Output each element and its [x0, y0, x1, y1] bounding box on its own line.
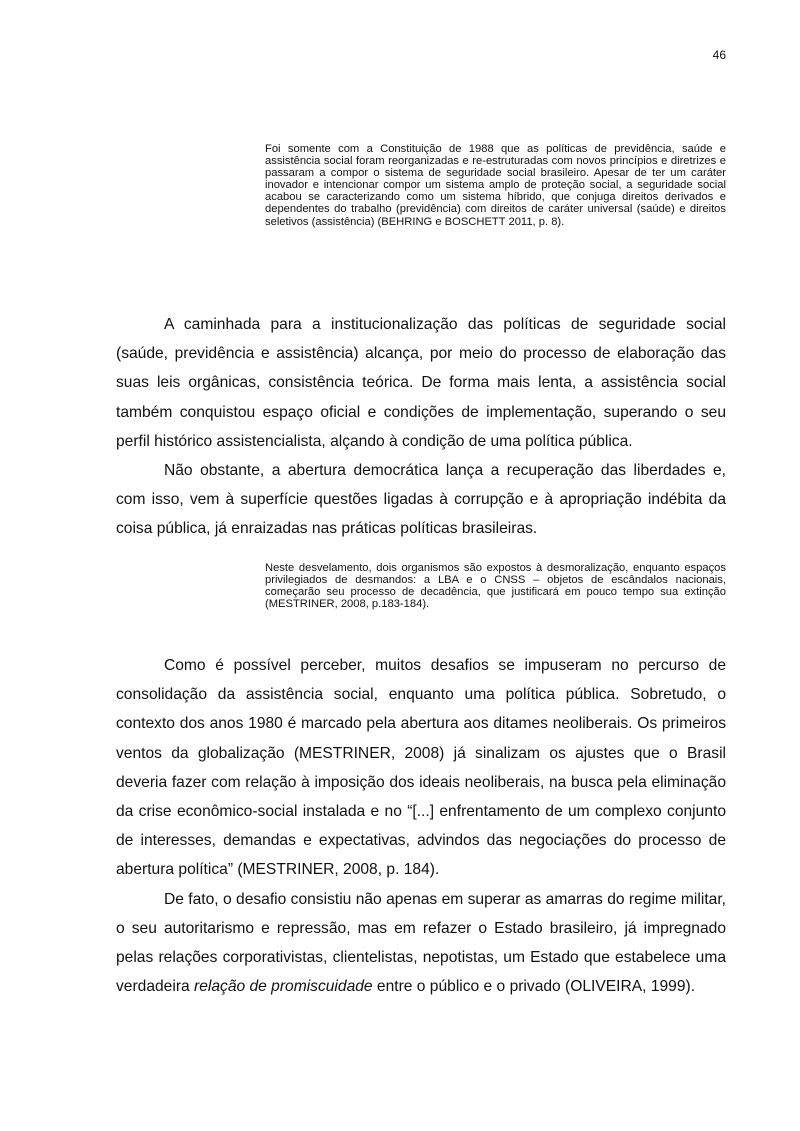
- block-quote-behring: Foi somente com a Constituição de 1988 que as políticas de previdência, saúde e assistência social foram reorganizadas e re-estruturadas com novos princípios e diretrizes e passaram a compor o sistema de seguridade social brasileiro. Apesar de ter um caráter inovador e intencionar compor um sistema amplo de proteção social, a seguridade social acabou se caracterizando como um sistema híbrido, que conjuga direitos derivados e dependentes do trabalho (previdência) com direitos de caráter universal (saúde) e direitos seletivos (assistência) (BEHRING e BOSCHETT 2011, p. 8).: [265, 143, 726, 228]
- paragraph-desafios: Como é possível perceber, muitos desafios se impuseram no percurso de consolidação da assistência social, enquanto uma política pública. Sobretudo, o contexto dos anos 1980 é marcado pela abertura aos ditames neoliberais. Os primeiros ventos da globalização (MESTRINER, 2008) já sinalizam os ajustes que o Brasil deveria fazer com relação à imposição dos ideais neoliberais, na busca pela eliminação da crise econômico-social instalada e no “[...] enfrentamento de um complexo conjunto de interesses, demandas e expectativas, advindos das negociações do processo de abertura política” (MESTRINER, 2008, p. 184).: [116, 657, 726, 879]
- page-number: 46: [712, 48, 726, 62]
- block-quote-mestriner: Neste desvelamento, dois organismos são expostos à desmoralização, enquanto espaços privilegiados de desmandos: a LBA e o CNSS – objetos de escândalos nacionais, começarão seu processo de decadência, que justificará em pouco tempo sua extinção (MESTRINER, 2008, p.183-184).: [265, 562, 726, 611]
- paragraph-text-before-emphasis: De fato, o desafio consistiu não apenas em superar as amarras do regime militar, o seu autoritarismo e repressão, mas em refazer o Estado brasileiro, já impregnado pelas relações corporativistas, clientelistas, nepotistas, um Estado que estabelece uma verdadeira: [116, 890, 726, 996]
- paragraph-estado-brasileiro: [116, 885, 726, 1002]
- emphasis-promiscuidade: relação de promiscuidade: [194, 978, 373, 996]
- paragraph-abertura-democratica: Não obstante, a abertura democrática lança a recuperação das liberdades e, com isso, vem à superfície questões ligadas à corrupção e à apropriação indébita da coisa pública, já enraizadas nas práticas políticas brasileiras.: [116, 462, 726, 538]
- paragraph-text-after-emphasis: entre o público e o privado (OLIVEIRA, 1999).: [372, 978, 696, 996]
- body-section-2: [116, 651, 726, 1001]
- paragraph-institucionalizacao: A caminhada para a institucionalização das políticas de seguridade social (saúde, previdência e assistência) alcança, por meio do processo de elaboração das suas leis orgânicas, consistência teórica. De forma mais lenta, a assistência social também conquistou espaço oficial e condições de implementação, superando o seu perfil histórico assistencialista, alçando à condição de uma política pública.: [116, 316, 726, 450]
- body-section-1: [116, 310, 726, 544]
